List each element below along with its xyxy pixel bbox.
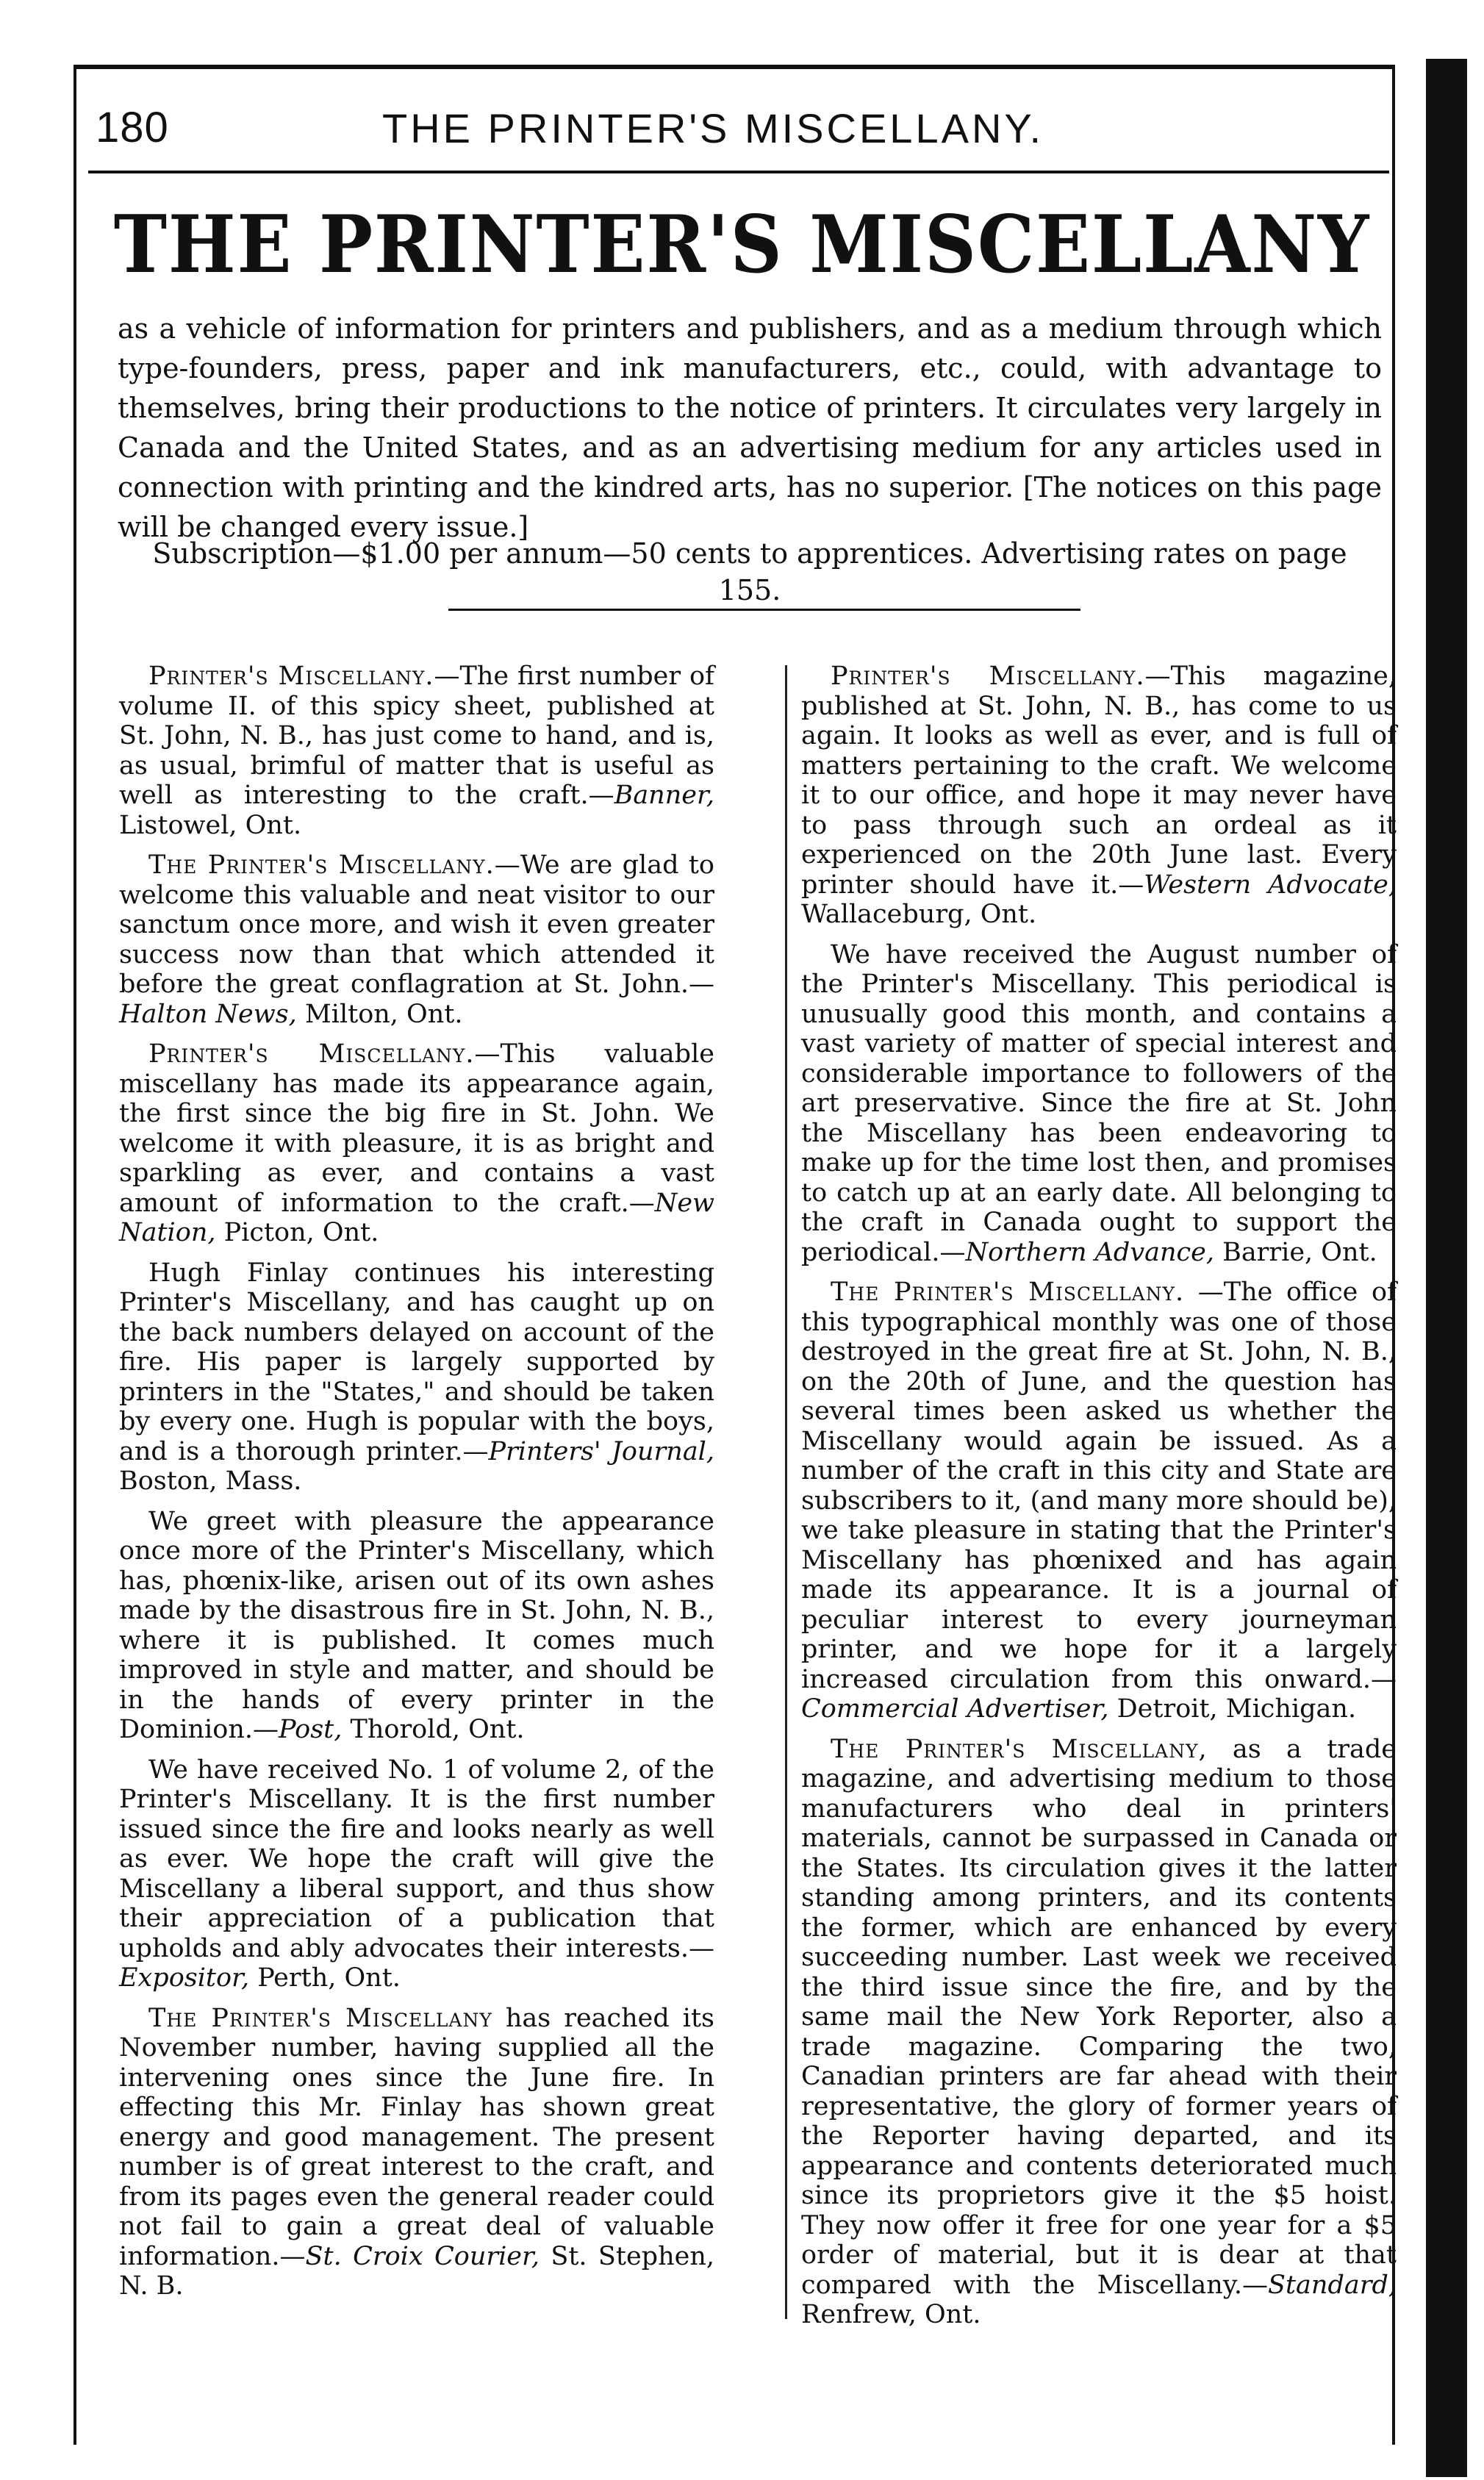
notice-body: —This valuable miscellany has made its appearance again, the first since the big fire in St. John. We welcome it with pleasure, it is as bright and sparkling as ever, and contains a vast amount of information to the craft.— [119, 1039, 714, 1218]
notice [119, 1258, 714, 1497]
notice-body: We have received No. 1 of volume 2, of the Printer's Miscellany. It is the first number issued since the fire and looks nearly as well as ever. We hope the craft will give the Miscellany a liberal support, and thus show their appreciation of a publication that upholds and ably advocates their interests.— [119, 1755, 714, 1963]
notice-body: —We are glad to welcome this valuable and neat visitor to our sanctum once more, and wish it even greater success now than that which attended it before the great conflagration at St. John.— [119, 850, 714, 999]
page-header [96, 96, 1374, 162]
notice-body: —The first number of volume II. of this spicy sheet, published at St. John, N. B., has just come to hand, and is, as usual, brimful of matter that is useful as well as interesting to the craft.— [119, 662, 714, 810]
notice-place: Renfrew, Ont. [801, 2300, 981, 2329]
notice-place: Wallaceburg, Ont. [801, 900, 1037, 929]
scan-edge-shadow [1426, 59, 1467, 2477]
notice-body: —The office of this typographical monthly was one of those destroyed in the great fire at St. John, N. B., on the 20th of June, and the question has several times been asked us whether the Miscellany would again be issued. As a number of the craft in this city and State are subscribers to it, (and many more should be), we take pleasure in stating that the Printer's Miscellany has phœnixed and has again made its appearance. It is a journal of peculiar interest to every journeyman printer, and we hope for it a largely increased circulation from this onward.— [801, 1277, 1397, 1694]
running-title: THE PRINTER'S MISCELLANY. [382, 105, 1044, 151]
notice-source: Expositor, [119, 1963, 250, 1993]
notice-place: Detroit, Michigan. [1108, 1694, 1357, 1724]
notice-place: Picton, Ont. [215, 1218, 379, 1247]
notice-place: Milton, Ont. [296, 999, 463, 1029]
notice [119, 1039, 714, 1248]
notice-source: New Nation, [119, 1188, 714, 1247]
notice [801, 1735, 1397, 2330]
page-number: 180 [96, 104, 169, 151]
notice-place: Barrie, Ont. [1214, 1237, 1377, 1267]
column-divider [785, 665, 787, 2319]
notice-body: Hugh Finlay continues his interesting Printer's Miscellany, and has caught up on the back numbers delayed on account of the fire. His paper is largely supported by printers in the "States," and should be taken by every one. Hugh is popular with the boys, and is a thorough printer.— [119, 1258, 714, 1466]
notice [119, 850, 714, 1029]
notice-source: Commercial Advertiser, [801, 1694, 1109, 1724]
notice-place: St. Stephen, N. B. [119, 2241, 714, 2301]
notice-body: We have received the August number of the Printer's Miscellany. This periodical is unusually good this month, and contains a vast variety of matter of special interest and considerable importance to followers of the art preservative. Since the fire at St. John the Miscellany has been endeavoring to make up for the time lost then, and promises to catch up at an early date. All belonging to the craft in Canada ought to support the periodical.— [801, 939, 1397, 1267]
notice-place: Listowel, Ont. [119, 810, 302, 840]
notice-lead: Printer's Miscellany. [831, 662, 1145, 691]
notice-lead: The Printer's Miscellany. [148, 850, 495, 880]
notice-source: Western Advocate, [1144, 870, 1397, 900]
notice-body: We greet with pleasure the appearance once more of the Printer's Miscellany, which has, phœnix-like, arisen out of its own ashes made by the disastrous fire in St. John, N. B., where it is published. It comes much improved in style and matter, and should be in the hands of every printer in the Dominion.— [119, 1506, 714, 1744]
notice-place: Perth, Ont. [249, 1963, 401, 1993]
notice [119, 1507, 714, 1745]
notice-source: Halton News, [119, 999, 297, 1029]
left-column [119, 662, 714, 2312]
notice-source: St. Croix Courier, [305, 2241, 540, 2271]
notice-lead: The Printer's Miscellany. [831, 1277, 1185, 1307]
header-rule [88, 171, 1389, 173]
notice-lead: Printer's Miscellany. [148, 662, 434, 691]
notice-lead: Printer's Miscellany. [148, 1039, 475, 1069]
notice-source: Northern Advance, [965, 1237, 1214, 1267]
notice-place: Boston, Mass. [119, 1466, 302, 1496]
notice [801, 662, 1397, 930]
notice-source: Printers' Journal, [488, 1436, 715, 1466]
notice-source: Banner, [614, 781, 714, 810]
intro-paragraph: as a vehicle of information for printers and publishers, and as a medium through which type-founders, press, paper and ink manufacturers, etc., could, with advantage to themselves, bring their productions to the notice of printers. It circulates very largely in Canada and the United States, and as an advertising medium for any articles used in connection with printing and the kindred arts, has no superior. [The notices on this page will be changed every issue.] [118, 312, 1382, 543]
notice-source: Post, [279, 1715, 343, 1744]
notice-place: Thorold, Ont. [342, 1715, 525, 1744]
notice [119, 662, 714, 840]
notice-body: has reached its November number, having supplied all the intervening ones since the June fire. In effecting this Mr. Finlay has shown great energy and good management. The present number is of great interest to the craft, and from its pages even the general reader could not fail to gain a great deal of valuable information.— [119, 2003, 714, 2271]
section-rule [448, 609, 1080, 611]
notice-lead: The Printer's Miscellany, [831, 1734, 1208, 1764]
right-column [801, 662, 1397, 2340]
subscription-line: Subscription—$1.00 per annum—50 cents to apprentices. Advertising rates on page 155. [152, 537, 1347, 606]
notice-lead: The Printer's Miscellany [148, 2003, 492, 2033]
notice [119, 1755, 714, 1993]
notice-body: as a trade magazine, and advertising medium to those manufacturers who deal in printers' materials, cannot be surpassed in Canada or the States. Its circulation gives it the latter standing among printers, and its contents the former, which are enhanced by every succeeding number. Last week we received the third issue since the fire, and by the same mail the New York Reporter, also a trade magazine. Comparing the two, Canadian printers are far ahead with their representative, the glory of former years of the Reporter having departed, and its appearance and contents deteriorated much since its proprietors give it the $5 hoist. They now offer it free for one year for a $5 order of material, but it is dear at that compared with the Miscellany.— [801, 1734, 1397, 2300]
notice [801, 1277, 1397, 1724]
banner-title: THE PRINTER'S MISCELLANY [113, 198, 1371, 291]
notice [801, 940, 1397, 1268]
notice-source: Standard, [1268, 2270, 1397, 2300]
notice [119, 2004, 714, 2301]
notice-body: —This magazine, published at St. John, N. B., has come to us again. It looks as well as ever, and is full of matters pertaining to the craft. We welcome it to our office, and hope it may never have to pass through such an ordeal as it experienced on the 20th June last. Every printer should have it.— [801, 662, 1397, 900]
